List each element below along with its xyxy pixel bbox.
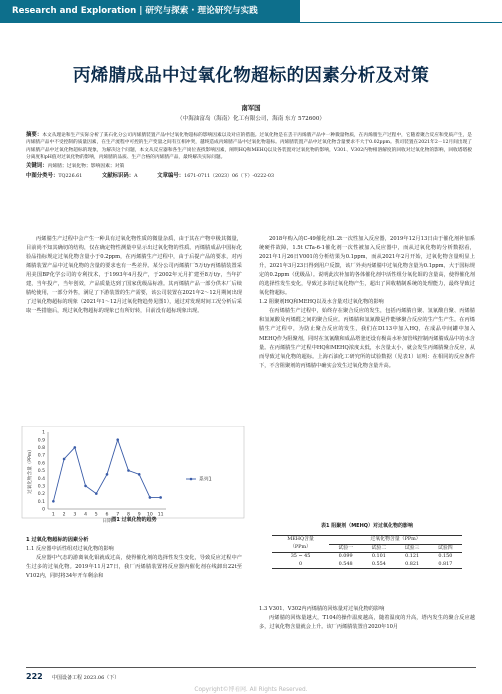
data-point (138, 473, 141, 476)
paragraph-1-1-cont: 2018年购入的C-49催化剂1.2t一次性加入反应器，2019年12月13日由于催化剂补加系统硬件故障，1.5t CTa-6-1催化剂一次性被加入反应器中，而从过氧化物的分析数据看，2021年1月26日V001的分析结果为0.1ppm，而从2021年2月开始，过氧化物含量明显上升，2021年3月23日得到用户反馈，该厂外卖丙烯腈中过氧化物含量为0.1ppm，大于国标规定的0.2ppm（优级品）。说明此次补加的各体催化剂中活性组分氧化钼的含量高，使得催化剂的选择性发生变化，导致过多的过氧化物产生，超出了回收精制系统的处理能力，最终导致过氧化物超标。 (259, 236, 475, 297)
subsection-heading-1-2: 1.2 阻聚剂HQ和MEHQ以及水含量对过氧化物的影响 (259, 299, 384, 306)
doc-code-value: A (134, 174, 138, 180)
journal-name: 中国设备工程 2023.06（下） (52, 675, 120, 681)
x-tick-label: 9 (137, 512, 141, 518)
article-title: 丙烯腈成品中过氧化物超标的因素分析及对策 (73, 66, 429, 86)
y-tick-label: 0.2 (37, 492, 45, 498)
data-point (159, 496, 162, 499)
table-cell: 0.817 (429, 561, 462, 569)
table-header-row (272, 544, 462, 553)
y-tick-label: 0.5 (37, 469, 45, 475)
table-header-cell: 过氧化物含量（PPm） (329, 536, 462, 545)
affiliation: （中海油富岛（海南）化工有限公司，海南 东方 572600） (177, 116, 325, 122)
author: 南军国 (241, 105, 261, 112)
page-number: 222 (26, 672, 43, 681)
table-row (272, 561, 462, 569)
table-header-cell: MEHQ含量 (272, 536, 329, 545)
table-header-cell: （PPm） (272, 544, 329, 553)
article-no-value: 1671-0711（2023）06（下）-0222-03 (184, 174, 275, 180)
legend-marker (190, 478, 193, 481)
x-tick-label: 1 (51, 512, 55, 518)
abstract-block (26, 132, 472, 179)
paragraph-1-1: 反应器中气态的游离氧化钼就成过高，使得催化剂的选择性发生变化，导致反应过程中产生过多的过氧化物。2019年11月27日，我厂丙烯腈装置将反应器内催化剂在线卸出22t至V102内，同时将34年开车剩余和 (26, 555, 242, 580)
abstract (26, 132, 472, 161)
table-header-cell: 试验四 (429, 544, 462, 553)
header-text: Research and Exploration | 研究与探索 · 理论研究与实践 (12, 6, 258, 16)
clc-value: TQ226.61 (58, 174, 83, 180)
y-tick-label: 0.6 (37, 461, 45, 467)
doc-code-label: 文献标识码： (101, 173, 135, 180)
header-rule (0, 22, 502, 23)
table-cell: 0.099 (338, 553, 353, 560)
series-line (53, 440, 160, 502)
x-tick-label: 3 (73, 512, 77, 518)
y-tick-label: 1 (42, 430, 45, 436)
x-tick-label: 2 (62, 512, 66, 518)
page-footer (26, 667, 476, 680)
table-cell: 0.101 (371, 553, 386, 560)
clc-label: 中图分类号： (26, 173, 59, 180)
data-point (84, 485, 87, 488)
table-cell: 0.554 (362, 561, 395, 569)
trend-chart (18, 426, 248, 530)
data-point (127, 469, 130, 472)
paragraph-1-2: 在丙烯腈生产过程中，始终存在聚合反应的发生，包括丙烯腈自聚、氢氰酸自聚、丙烯腈和氢氰酸及丙烯醛之间的聚合反应。丙烯腈和氢氰酸是作能够聚合反应的生产生产生。在丙烯腈生产过程中，为防止聚合反应的发生，我们在D113中加入HQ，在成品中间罐中加入MEHQ作为阻聚剂，同时在氢氰酸和成品塔釜还设有极高水补加管线控制丙烯腈成品中的水含量。在丙烯腈生产过程中HQ和MEHQ浓度太低，水含量太小，就会发生丙烯腈聚合反应，从而导致过氧化物的超标。上海石油化工研究所的试验数据（见表1）证明：在相同的反应条件下，不含阻聚剂的丙烯腈中确实会发生过氧化物含量升高。 (259, 308, 475, 369)
table-header-cell: 试验二 (362, 544, 395, 553)
y-axis-label: 过氧化物含量（PPm） (28, 447, 33, 494)
keywords (26, 163, 472, 170)
figure1-caption: 图1 过氧化物的趋势 (111, 517, 157, 523)
x-tick-label: 5 (94, 512, 98, 518)
table-row (272, 553, 462, 561)
running-header (0, 0, 502, 22)
y-tick-label: 0 (42, 507, 45, 513)
abstract-label: 摘要： (26, 132, 43, 138)
x-tick-label: 10 (146, 512, 153, 518)
data-point (95, 492, 98, 495)
data-point (106, 473, 109, 476)
table-header-cell: 试验一 (329, 544, 362, 553)
paragraph-1-3: 丙烯腈的回炼量越大，T104的操作温度越高，随着温度的升高，塔内发生的聚合反应越多，过氧化物含量就会上升。该厂丙烯腈装置自2020年10月 (259, 615, 475, 631)
x-tick-label: 7 (116, 512, 120, 518)
y-tick-label: 0.4 (37, 476, 45, 482)
y-tick-label: 0.9 (37, 438, 45, 444)
data-point (74, 446, 77, 449)
table-cell: 35 ~ 45 (290, 553, 311, 560)
left-column (26, 235, 242, 316)
y-tick-label: 0.8 (37, 446, 45, 451)
abstract-text: 本文从理论和生产实际分析了某石化分公司丙烯腈装置产品中过氧化物超标的影响因素以及对应的措施。过氧化物是在丢干丙烯腈产品中一种微量物质，在丙烯腈生产过程中，它随着聚合反应和变质产生，是丙烯腈产品中不受控制的质量因素，在生产流程中可控的生产变量之间有互相冲突，越终造成丙烯腈产品中过氧化物超标。丙烯腈装置产品中过氧化物含量要求不大于0.02ppm。我司装置在2021年2－12月间出现了丙烯腈产品中过氧化物超标的现象，为解决这个问题，本文从反应器和各生产岗位查找影响因素，阐明HQ和MEHQ以及各装置对过氧化物的影响，V301、V302内物相溶解度的回收对过氧化物的影响，回收塔塔板分离度和pH值对过氧化物的影响，丙烯腈的品质、生产合格的丙烯腈产品，最终解决实际问题。 (26, 133, 472, 160)
x-tick-label: 4 (84, 512, 88, 518)
table1 (272, 535, 462, 569)
table1-caption: 表1 阻聚剂（MEHQ）对过氧化物的影响 (320, 523, 414, 529)
copyright-notice: Copyright©博看网. All Rights Reserved. (194, 687, 308, 693)
data-point (116, 438, 119, 441)
classification-line (26, 171, 472, 179)
y-tick-label: 0.1 (37, 499, 45, 505)
table-cell: 0 (272, 561, 329, 569)
x-tick-label: 11 (157, 512, 164, 518)
x-axis-label: 日期 (102, 519, 112, 524)
y-tick-label: 0.7 (37, 453, 45, 459)
data-point (52, 500, 55, 503)
subsection-heading-1-3: 1.3 V301、V302内丙烯腈的回炼量对过氧化物的影响 (259, 606, 385, 612)
right-column-lower (259, 605, 475, 632)
table-cell: 0.121 (405, 553, 420, 560)
x-tick-label: 8 (126, 512, 130, 518)
left-column-lower (26, 536, 242, 581)
subsection-heading-1-1: 1.1 反应器中活性组对过氧化物的影响 (26, 546, 114, 553)
table-header-row (272, 536, 462, 545)
y-tick-label: 0.3 (37, 484, 45, 490)
right-column (259, 235, 475, 371)
table-cell: 0.548 (329, 561, 362, 569)
x-tick-label: 6 (105, 512, 109, 518)
table-cell: 0.150 (438, 553, 453, 560)
data-point (63, 458, 66, 461)
article-no-label: 文章编号： (157, 173, 185, 180)
intro-paragraph: 丙烯腈生产过程中会产生一种具有过氧化物性质的微量杂质，由于其在产物中极其微量，目前尚不知其确切的结构，仅在确定物性测量中显示出过氧化物的性质。丙烯腈成品中国标化验品指标规定过氧化物含量小于0.2ppm，在丙烯腈生产过程中，由于后提产品的要求，对丙烯腈装置产品中过氧化物的含量的要求也有一些差异。某分公司丙烯腈厂5万t/y丙烯腈装置采用美国BP化学公司的专利技术，于1993年4月投产，于2002年元月扩建至8万t/y，当年扩建，当年投产，当年创效，产品质量达到了国家优级品标准。其丙烯腈产品一部分供本厂后续腈纶使用，一部分外售，满足了下游装置的生产需要，该公司装置在2021年2～12月期间出现了过氧化物超标的现象（2021年1～12月过氧化物趋势见图1），通过对发现时间工况分析后采取一些措施后，现过氧化物超标的现象已有所好转，目前没有超标现象出现。 (26, 236, 242, 315)
legend-label: 系列1 (199, 477, 212, 483)
keywords-label: 关键词： (26, 163, 48, 170)
table-header-cell: 试验三 (396, 544, 429, 553)
table-cell: 0.821 (396, 561, 429, 569)
data-point (149, 496, 152, 499)
section-heading-1: 1 过氧化物超标的因素分析 (26, 537, 89, 543)
keywords-text: 丙烯腈；过氧化物；影响因素；对策 (47, 164, 125, 170)
